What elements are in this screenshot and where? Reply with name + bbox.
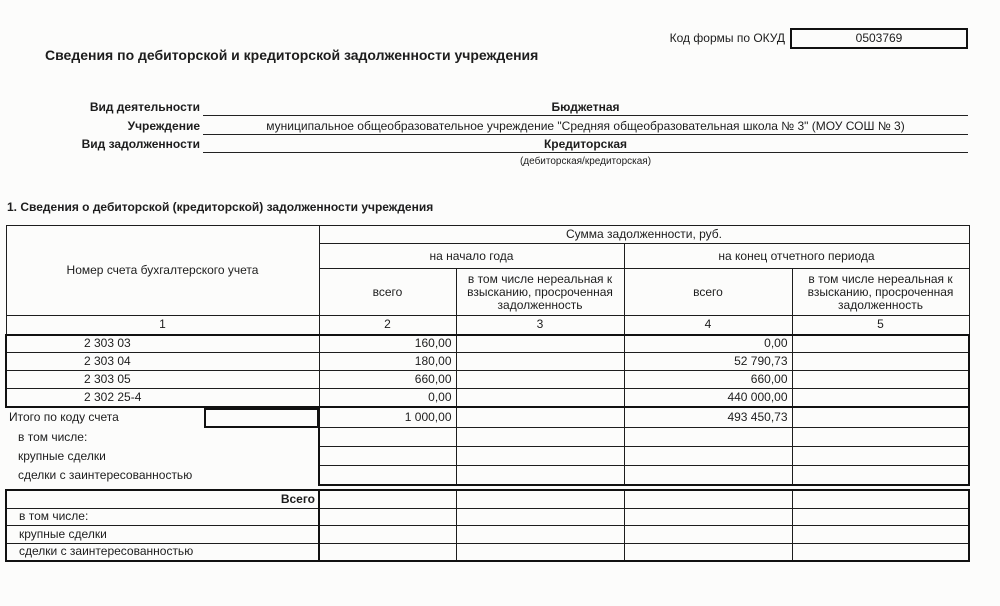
breakdown-cell <box>792 428 969 447</box>
summary-breakdown-label: сделки с заинтересованностью <box>6 543 319 561</box>
account-code-box <box>204 408 319 428</box>
end-overdue-cell <box>792 389 969 407</box>
end-total-cell: 660,00 <box>624 371 792 389</box>
header-period-start: на начало года <box>319 244 624 269</box>
subtotal-row <box>6 407 969 428</box>
end-overdue-cell <box>792 353 969 371</box>
breakdown-cell <box>319 428 456 447</box>
header-end-overdue: в том числе нереальная к взысканию, просроченная задолженность <box>792 269 969 316</box>
subtotal-label-cell <box>6 407 319 428</box>
summary-breakdown-label: в том числе: <box>6 508 319 525</box>
debt-table <box>5 225 970 486</box>
end-overdue-cell <box>792 371 969 389</box>
breakdown-label: крупные сделки <box>18 448 106 463</box>
summary-cell <box>792 508 969 525</box>
table-row <box>6 371 969 389</box>
start-overdue-cell <box>456 389 624 407</box>
field-institution-label: Учреждение <box>127 119 200 133</box>
end-overdue-cell <box>792 335 969 353</box>
field-debt-type-value: Кредиторская <box>203 136 968 153</box>
account-number-cell: 2 303 05 <box>6 371 319 389</box>
field-institution-value: муниципальное общеобразовательное учреждение "Средняя общеобразовательная школа № 3" (МОУ СОШ № 3) <box>203 118 968 135</box>
summary-cell <box>456 543 624 561</box>
start-total-cell: 180,00 <box>319 353 456 371</box>
column-number: 2 <box>319 316 456 335</box>
header-start-total: всего <box>319 269 456 316</box>
summary-cell <box>624 543 792 561</box>
summary-cell <box>792 543 969 561</box>
account-number-cell: 2 303 03 <box>6 335 319 353</box>
breakdown-row <box>6 428 969 447</box>
breakdown-cell <box>456 428 624 447</box>
summary-breakdown-row <box>6 508 969 525</box>
section-title: 1. Сведения о дебиторской (кредиторской) задолженности учреждения <box>7 200 434 214</box>
column-number: 1 <box>6 316 319 335</box>
breakdown-cell <box>456 447 624 466</box>
breakdown-cell <box>624 428 792 447</box>
column-number: 3 <box>456 316 624 335</box>
end-total-cell: 440 000,00 <box>624 389 792 407</box>
end-total-cell: 0,00 <box>624 335 792 353</box>
summary-cell <box>319 490 456 508</box>
subtotal-start-total: 1 000,00 <box>319 407 456 428</box>
column-number: 4 <box>624 316 792 335</box>
breakdown-cell <box>319 447 456 466</box>
summary-breakdown-row <box>6 525 969 543</box>
account-number-cell: 2 302 25-4 <box>6 389 319 407</box>
field-activity-label: Вид деятельности <box>89 100 200 114</box>
breakdown-row <box>6 447 969 466</box>
summary-cell <box>456 508 624 525</box>
form-code-value: 0503769 <box>790 28 968 49</box>
summary-cell <box>319 508 456 525</box>
header-start-overdue: в том числе нереальная к взысканию, просроченная задолженность <box>456 269 624 316</box>
header-debt-sum: Сумма задолженности, руб. <box>319 226 969 244</box>
header-account-number: Номер счета бухгалтерского учета <box>6 226 319 316</box>
summary-cell <box>792 490 969 508</box>
table-row <box>6 389 969 407</box>
breakdown-label: в том числе: <box>18 429 88 444</box>
summary-cell <box>624 490 792 508</box>
subtotal-label: Итого по коду счета <box>9 410 119 424</box>
summary-cell <box>319 543 456 561</box>
form-code-label: Код формы по ОКУД <box>669 31 785 45</box>
summary-total-row <box>6 490 969 508</box>
summary-cell <box>456 490 624 508</box>
subtotal-end-total: 493 450,73 <box>624 407 792 428</box>
summary-breakdown-label: крупные сделки <box>6 525 319 543</box>
start-total-cell: 0,00 <box>319 389 456 407</box>
subtotal-start-overdue <box>456 407 624 428</box>
breakdown-label: сделки с заинтересованностью <box>18 467 193 482</box>
summary-breakdown-row <box>6 543 969 561</box>
header-period-end: на конец отчетного периода <box>624 244 969 269</box>
start-overdue-cell <box>456 353 624 371</box>
field-debt-type-label: Вид задолженности <box>81 137 200 151</box>
start-total-cell: 660,00 <box>319 371 456 389</box>
summary-cell <box>319 525 456 543</box>
end-total-cell: 52 790,73 <box>624 353 792 371</box>
breakdown-cell <box>792 466 969 485</box>
summary-cell <box>792 525 969 543</box>
field-activity-value: Бюджетная <box>203 99 968 116</box>
summary-cell <box>624 508 792 525</box>
summary-cell <box>624 525 792 543</box>
breakdown-cell <box>792 447 969 466</box>
table-row <box>6 353 969 371</box>
breakdown-row <box>6 466 969 485</box>
start-overdue-cell <box>456 371 624 389</box>
breakdown-cell <box>624 466 792 485</box>
summary-cell <box>456 525 624 543</box>
subtotal-end-overdue <box>792 407 969 428</box>
page-title: Сведения по дебиторской и кредиторской задолженности учреждения <box>45 47 539 63</box>
breakdown-cell <box>624 447 792 466</box>
account-number-cell: 2 303 04 <box>6 353 319 371</box>
summary-table <box>5 489 970 562</box>
start-overdue-cell <box>456 335 624 353</box>
debt-type-hint: (дебиторская/кредиторская) <box>519 156 652 167</box>
table-row <box>6 335 969 353</box>
breakdown-cell <box>456 466 624 485</box>
summary-total-label: Всего <box>6 490 319 508</box>
column-number: 5 <box>792 316 969 335</box>
start-total-cell: 160,00 <box>319 335 456 353</box>
breakdown-cell <box>319 466 456 485</box>
header-end-total: всего <box>624 269 792 316</box>
